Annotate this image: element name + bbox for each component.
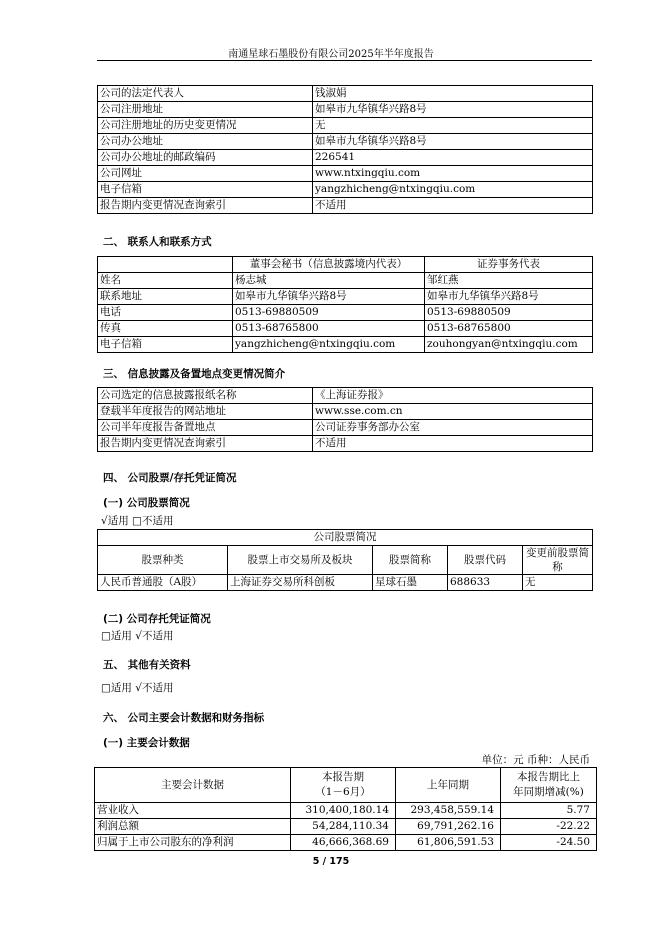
company-info-label: 公司注册地址 [98, 102, 313, 118]
accounting-change-value: 5.77 [501, 803, 597, 819]
section4-title: 四、 公司股票/存托凭证简况 [103, 472, 237, 484]
company-info-row [98, 86, 593, 102]
accounting-prior-value: 293,458,559.14 [396, 803, 501, 819]
stock-data-cell: 无 [523, 575, 593, 591]
contact-label: 传真 [98, 321, 233, 337]
company-info-row [98, 134, 593, 150]
company-info-row [98, 166, 593, 182]
company-info-value: 如皋市九华镇华兴路8号 [313, 102, 593, 118]
contact-representative-value: 0513-68765800 [425, 321, 593, 337]
company-info-value: 226541 [313, 150, 593, 166]
stock-table [97, 529, 593, 591]
company-info-table [97, 85, 593, 214]
company-info-label: 电子信箱 [98, 182, 313, 198]
accounting-item: 利润总额 [95, 819, 291, 835]
accounting-prior-value: 69,791,262.16 [396, 819, 501, 835]
stock-header-cell: 股票上市交易所及板块 [228, 546, 373, 575]
accounting-row [95, 819, 597, 835]
accounting-header-prior: 上年同期 [396, 768, 501, 803]
company-info-label: 公司办公地址 [98, 134, 313, 150]
header-divider [97, 60, 592, 61]
accounting-row [95, 835, 597, 851]
disclosure-value: 《上海证券报》 [313, 388, 593, 404]
company-info-row [98, 182, 593, 198]
accounting-change-value: -24.50 [501, 835, 597, 851]
company-info-value: 钱淑娟 [313, 86, 593, 102]
contact-label: 电话 [98, 305, 233, 321]
stock-header-row [98, 546, 593, 575]
company-info-label: 公司注册地址的历史变更情况 [98, 118, 313, 134]
contact-header-representative: 证券事务代表 [425, 257, 593, 273]
contact-row [98, 273, 593, 289]
accounting-prior-value: 61,806,591.53 [396, 835, 501, 851]
disclosure-table [97, 387, 593, 452]
accounting-current-value: 310,400,180.14 [291, 803, 396, 819]
contact-row [98, 289, 593, 305]
section2-title: 二、 联系人和联系方式 [103, 236, 212, 248]
disclosure-row [98, 404, 593, 420]
contact-table [97, 256, 593, 353]
accounting-header-row [95, 768, 597, 803]
contact-secretary-value: 如皋市九华镇华兴路8号 [233, 289, 425, 305]
accounting-table [94, 767, 597, 851]
company-info-row [98, 198, 593, 214]
contact-representative-value: 邹红燕 [425, 273, 593, 289]
accounting-row [95, 803, 597, 819]
contact-row [98, 337, 593, 353]
company-info-row [98, 150, 593, 166]
accounting-item: 营业收入 [95, 803, 291, 819]
company-info-label: 报告期内变更情况查询索引 [98, 198, 313, 214]
company-info-row [98, 118, 593, 134]
accounting-header-item: 主要会计数据 [95, 768, 291, 803]
company-info-value: www.ntxingqiu.com [313, 166, 593, 182]
company-info-value: 如皋市九华镇华兴路8号 [313, 134, 593, 150]
section4-sub1-check: √适用 □不适用 [101, 515, 174, 527]
company-info-label: 公司的法定代表人 [98, 86, 313, 102]
section5-check: □适用 √不适用 [101, 682, 174, 694]
section4-sub1: (一) 公司股票简况 [103, 497, 190, 509]
contact-representative-value: 如皋市九华镇华兴路8号 [425, 289, 593, 305]
stock-data-cell: 人民币普通股（A股） [98, 575, 228, 591]
contact-header-secretary: 董事会秘书（信息披露境内代表） [233, 257, 425, 273]
accounting-header-change: 本报告期比上 年同期增减(%) [501, 768, 597, 803]
contact-header-empty [98, 257, 233, 273]
disclosure-label: 公司选定的信息披露报纸名称 [98, 388, 313, 404]
accounting-header-current: 本报告期 （1－6月） [291, 768, 396, 803]
contact-header-row [98, 257, 593, 273]
stock-header-cell: 股票代码 [448, 546, 523, 575]
section3-title: 三、 信息披露及备置地点变更情况简介 [103, 368, 286, 380]
contact-secretary-value: 0513-69880509 [233, 305, 425, 321]
disclosure-value: 公司证券事务部办公室 [313, 420, 593, 436]
contact-secretary-value: 杨志城 [233, 273, 425, 289]
stock-data-cell: 上海证券交易所科创板 [228, 575, 373, 591]
disclosure-label: 报告期内变更情况查询索引 [98, 436, 313, 452]
accounting-change-value: -22.22 [501, 819, 597, 835]
company-info-row [98, 102, 593, 118]
contact-label: 电子信箱 [98, 337, 233, 353]
unit-note: 单位：元 币种：人民币 [481, 754, 590, 766]
stock-table-title: 公司股票简况 [98, 530, 593, 546]
accounting-current-value: 54,284,110.34 [291, 819, 396, 835]
stock-header-cell: 变更前股票简称 [523, 546, 593, 575]
contact-representative-value: zouhongyan@ntxingqiu.com [425, 337, 593, 353]
company-info-value: 无 [313, 118, 593, 134]
disclosure-row [98, 436, 593, 452]
page-number: 5 / 175 [312, 856, 350, 867]
disclosure-row [98, 388, 593, 404]
contact-secretary-value: yangzhicheng@ntxingqiu.com [233, 337, 425, 353]
section5-title: 五、 其他有关资料 [103, 659, 191, 671]
stock-data-cell: 星球石墨 [373, 575, 448, 591]
section4-sub2-check: □适用 √不适用 [101, 630, 174, 642]
stock-data-row [98, 575, 593, 591]
company-info-value: yangzhicheng@ntxingqiu.com [313, 182, 593, 198]
disclosure-label: 公司半年度报告备置地点 [98, 420, 313, 436]
contact-secretary-value: 0513-68765800 [233, 321, 425, 337]
section6-title: 六、 公司主要会计数据和财务指标 [103, 712, 265, 724]
stock-header-cell: 股票种类 [98, 546, 228, 575]
company-info-label: 公司网址 [98, 166, 313, 182]
contact-label: 联系地址 [98, 289, 233, 305]
contact-representative-value: 0513-69880509 [425, 305, 593, 321]
company-info-label: 公司办公地址的邮政编码 [98, 150, 313, 166]
section4-sub2: (二) 公司存托凭证简况 [103, 613, 211, 625]
accounting-item: 归属于上市公司股东的净利润 [95, 835, 291, 851]
stock-header-cell: 股票简称 [373, 546, 448, 575]
company-info-value: 不适用 [313, 198, 593, 214]
accounting-current-value: 46,666,368.69 [291, 835, 396, 851]
contact-row [98, 321, 593, 337]
contact-label: 姓名 [98, 273, 233, 289]
page-header: 南通星球石墨股份有限公司2025年半年度报告 [228, 49, 434, 60]
contact-row [98, 305, 593, 321]
stock-data-cell: 688633 [448, 575, 523, 591]
disclosure-value: 不适用 [313, 436, 593, 452]
disclosure-value: www.sse.com.cn [313, 404, 593, 420]
disclosure-row [98, 420, 593, 436]
disclosure-label: 登载半年度报告的网站地址 [98, 404, 313, 420]
section6-sub1: (一) 主要会计数据 [103, 737, 190, 749]
